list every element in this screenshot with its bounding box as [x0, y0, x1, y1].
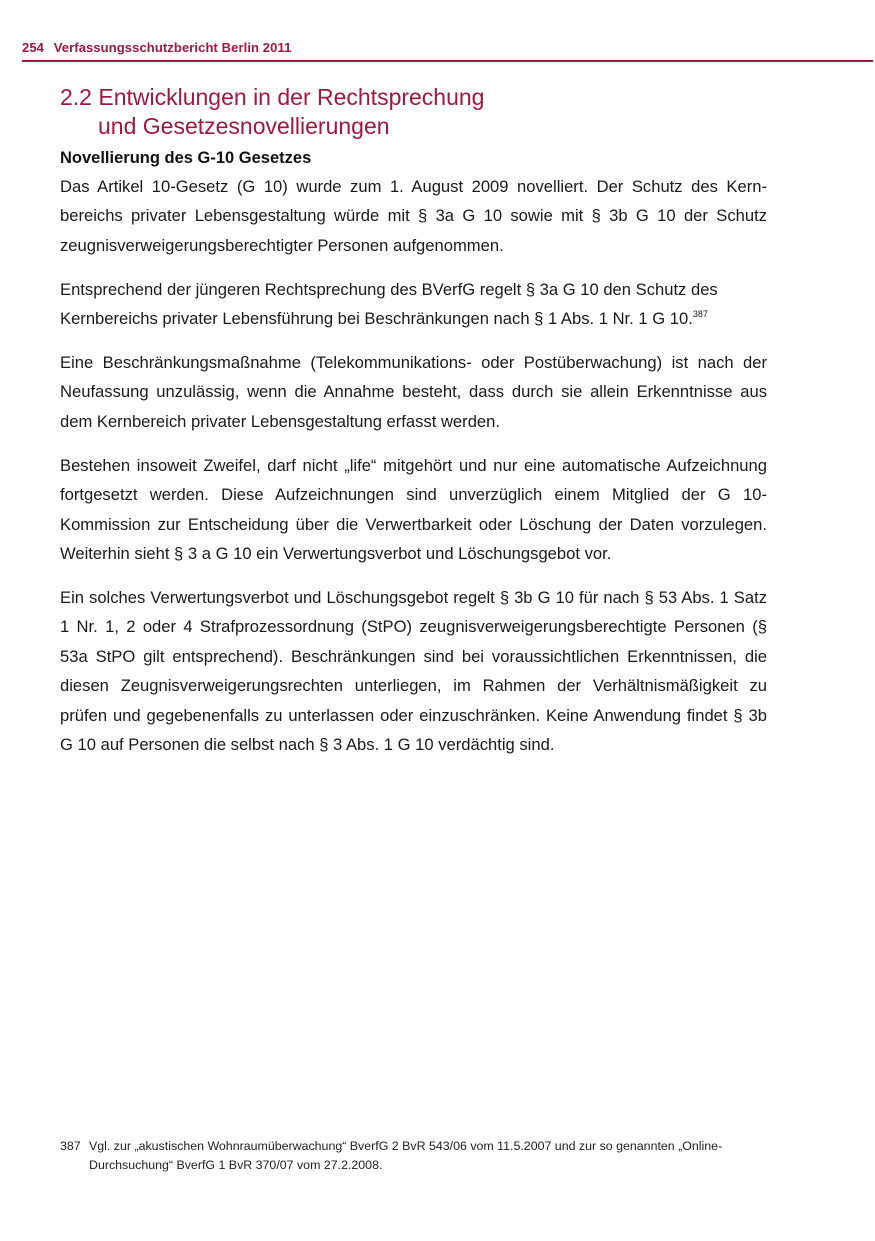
paragraph-2-text: Entsprechend der jüngeren Rechtsprechung des BVerfG regelt § 3a G 10 den Schutz des Kernbereichs privater Lebensführung bei Beschränkungen nach § 1 Abs. 1 Nr. 1 G 10.	[60, 279, 718, 329]
paragraph-1: Das Artikel 10-Gesetz (G 10) wurde zum 1. August 2009 novelliert. Der Schutz des Kernbereichs privater Lebensgestaltung würde mit § 3a G 10 sowie mit § 3b G 10 der Schutz zeugnisverweigerungsberechtigter Personen aufgenommen.	[60, 177, 767, 255]
body-text	[60, 172, 767, 774]
footnote-number: 387	[60, 1139, 81, 1153]
paragraph-3: Eine Beschränkungsmaßnahme (Telekommunikations- oder Postüberwachung) ist nach der Neufassung unzulässig, wenn die Annahme besteht, dass durch sie allein Erkenntnisse aus dem Kernbereich privater Lebensgestaltung erfasst werden.	[60, 353, 767, 431]
section-heading-line-1: 2.2 Entwicklungen in der Rechtsprechung	[60, 84, 485, 110]
footnote	[60, 1137, 780, 1175]
paragraph-5: Ein solches Verwertungsverbot und Löschungsgebot regelt § 3b G 10 für nach § 53 Abs. 1 Satz 1 Nr. 1, 2 oder 4 Strafprozessordnung (StPO) zeugnisverweigerungsberechtigte Personen (§ 53a StPO gilt entsprechend). Beschränkungen sind bei voraussichtlichen Erkenntnissen, die diesen Zeugnisverweigerungsrechten unterliegen, im Rahmen der Verhältnismäßigkeit zu prüfen und gegebenenfalls zu unterlassen oder einzuschränken. Keine Anwendung findet § 3b G 10 auf Personen die selbst nach § 3 Abs. 1 G 10 verdächtig sind.	[60, 587, 767, 754]
section-heading-line-2: und Gesetzesnovellierungen	[98, 113, 390, 139]
paragraph-2	[60, 275, 767, 334]
footnote-text: Vgl. zur „akustischen Wohnraumüberwachung“ BverfG 2 BvR 543/06 vom 11.5.2007 und zur so genannten „Online-Durchsuchung“ BverfG 1 BvR 370/07 vom 27.2.2008.	[89, 1139, 723, 1172]
footnote-reference[interactable]: 387	[692, 309, 708, 320]
page-number: 254	[22, 40, 44, 55]
paragraph-4: Bestehen insoweit Zweifel, darf nicht „life“ mitgehört und nur eine automatische Aufzeichnung fortgesetzt werden. Diese Aufzeichnungen sind unverzüglich einem Mitglied der G 10-Kommission zur Entscheidung über die Verwertbarkeit oder Löschung der Daten vorzulegen. Weiterhin sieht § 3 a G 10 ein Verwertungsverbot und Löschungsgebot vor.	[60, 455, 767, 563]
section-heading	[60, 83, 780, 141]
subsection-heading: Novellierung des G-10 Gesetzes	[60, 149, 312, 167]
running-head-title: Verfassungsschutzbericht Berlin 2011	[53, 40, 292, 55]
running-head	[22, 40, 873, 62]
